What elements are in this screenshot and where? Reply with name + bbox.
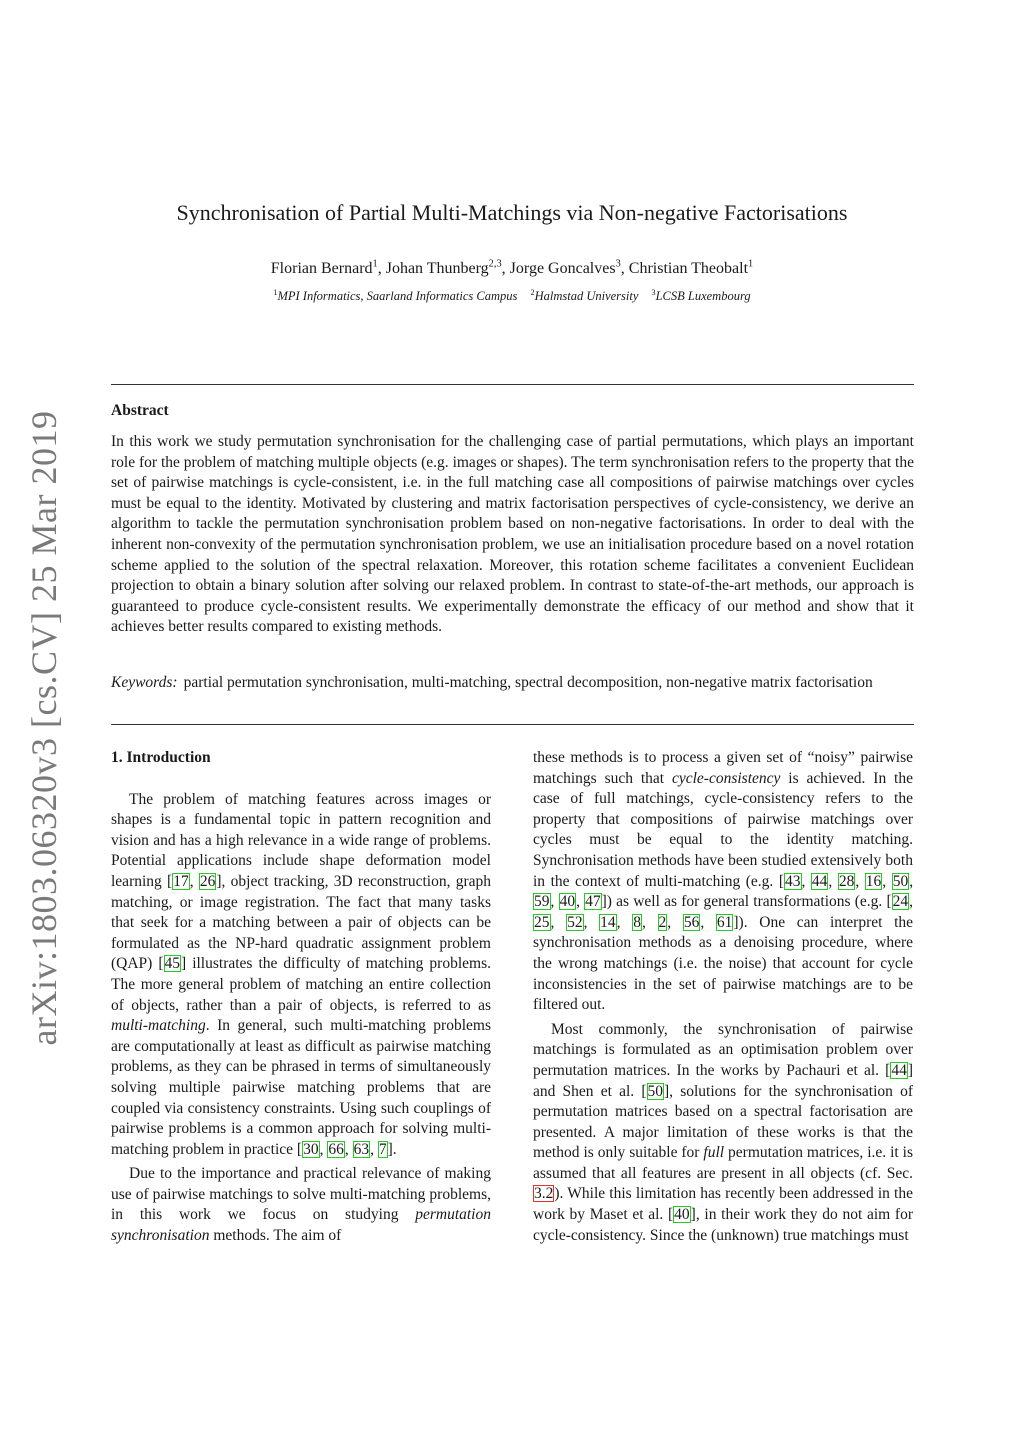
right-column [533,748,913,1246]
citation-link[interactable]: 28 [838,872,855,890]
author-affiliation-mark: 2,3 [488,258,502,270]
citation-link[interactable]: 14 [600,913,616,931]
affiliation-name: LCSB Luxembourg [655,289,751,303]
section-reference-link[interactable]: 3.2 [534,1185,554,1203]
citation-link[interactable]: 30 [303,1140,319,1158]
paper-title: Synchronisation of Partial Multi-Matchings via Non-negative Factorisations [176,200,848,225]
citation-link[interactable]: 50 [647,1082,663,1100]
author-name: Christian Theobalt [628,260,749,277]
abstract-heading: Abstract [111,402,169,419]
citation-link[interactable]: 16 [865,872,882,890]
author-name: Johan Thunberg [385,260,489,277]
keywords-label: Keywords: [111,674,178,691]
citation-link[interactable]: 8 [633,913,641,931]
affiliation-list [0,289,1024,304]
citation-link[interactable]: 50 [892,872,909,890]
abstract-bottom-rule [111,724,914,725]
citation-link[interactable]: 63 [353,1140,370,1158]
citation-link[interactable]: 44 [811,872,828,890]
abstract-top-rule [111,384,914,385]
author-affiliation-mark: 1 [748,258,754,270]
affiliation-name: MPI Informatics, Saarland Informatics Campus [277,289,518,303]
author-affiliation-mark: 1 [372,258,378,270]
intro-paragraph: The problem of matching features across images or shapes is a fundamental topic in pattern recognition and vision and has a high relevance in a wide range of problems. Potential applications include shape deformation model learning [17, 26], object tracking, 3D reconstruction, graph matching, or image registration. The fact that many tasks that seek for a matching between a pair of objects can be formulated as the NP-hard quadratic assignment problem (QAP) [45] illustrates the difficulty of matching problems. The more general problem of matching an entire collection of objects, rather than a pair of objects, is referred to as multi-matching. In general, such multi-matching problems are computationally at least as difficult as pairwise matching problems, as they can be phrased in terms of simultaneously solving multiple pairwise matching problems that are coupled via consistency constraints. Using such couplings of pairwise problems is a common approach for solving multi-matching problem in practice [30, 66, 63, 7]. [111,790,492,1158]
citation-link[interactable]: 61 [716,913,733,931]
author-name: Florian Bernard [270,260,373,277]
abstract-text: In this work we study permutation synchronisation for the challenging case of partial permutations, which plays an important role for the problem of matching multiple objects (e.g. images or shapes). The term synchronisation refers to the property that the set of pairwise matchings is cycle-consistent, i.e. in the full matching case all compositions of pairwise matchings over cycles must be equal to the identity. Motivated by clustering and matrix factorisation perspectives of cycle-consistency, we derive an algorithm to tackle the permutation synchronisation problem based on non-negative factorisations. In order to deal with the inherent non-convexity of the permutation synchronisation problem, we use an initialisation procedure based on a novel rotation scheme applied to the solution of the spectral relaxation. Moreover, this rotation scheme facilitates a convenient Euclidean projection to obtain a binary solution after solving our relaxed problem. In contrast to state-of-the-art methods, our approach is guaranteed to produce cycle-consistent results. We experimentally demonstrate the efficacy of our method and show that it achieves better results compared to existing methods. [111,433,914,636]
citation-link[interactable]: 66 [328,1140,344,1158]
citation-link[interactable]: 45 [164,955,181,973]
citation-link[interactable]: 43 [785,872,801,890]
keywords-text: partial permutation synchronisation, multi-matching, spectral decomposition, non-negative matrix factorisation [183,674,873,691]
citation-link[interactable]: 2 [658,913,667,931]
citation-link[interactable]: 40 [674,1206,690,1224]
intro-paragraph: Most commonly, the synchronisation of pairwise matchings is formulated as an optimisation problem over permutation matrices. In the works by Pachauri et al. [44] and Shen et al. [50], solutions for the synchronisation of permutation matrices based on a spectral factorisation are presented. A major limitation of these works is that the method is only suitable for full permutation matrices, i.e. it is assumed that all features are present in all objects (cf. Sec. 3.2). While this limitation has recently been addressed in the work by Maset et al. [40], in their work they do not aim for cycle-consistency. Since the (unknown) true matchings must [533,1020,913,1244]
section-heading: 1. Introduction [111,749,211,766]
arxiv-identifier: arXiv:1803.06320v3 [cs.CV] 25 Mar 2019 [24,410,64,1046]
author-name: Jorge Goncalves [509,260,616,277]
citation-link[interactable]: 24 [892,893,909,911]
keywords [111,673,914,694]
citation-link[interactable]: 47 [585,893,601,911]
intro-paragraph: these methods is to process a given set of “noisy” pairwise matchings such that cycle-consistency is achieved. In the case of full matchings, cycle-consistency refers to the property that compositions of pairwise matchings over cycles must be equal to the identity matching. Synchronisation methods have been studied extensively both in the context of multi-matching (e.g. [43, 44, 28, 16, 50, 59, 40, 47]) as well as for general transformations (e.g. [24, 25, 52, 14, 8, 2, 56, 61]). One can interpret the synchronisation methods as a denoising procedure, where the wrong matchings (i.e. the noise) that account for cycle inconsistencies in the set of pairwise matchings are to be filtered out. [533,749,914,1014]
citation-link[interactable]: 52 [567,913,583,931]
citation-link[interactable]: 40 [559,893,576,911]
author-affiliation-mark: 3 [615,258,621,270]
citation-link[interactable]: 25 [534,913,550,931]
citation-link[interactable]: 56 [683,913,700,931]
citation-link[interactable]: 17 [173,872,189,890]
citation-link[interactable]: 44 [891,1061,907,1079]
affiliation-mark: 1 [273,287,278,297]
left-column [111,748,491,1247]
citation-link[interactable]: 26 [199,872,216,890]
citation-link[interactable]: 7 [378,1140,387,1158]
affiliation-name: Halmstad University [534,289,639,303]
citation-link[interactable]: 59 [534,893,550,911]
author-list: Florian Bernard$^1$, Johan Thunberg$^{2,3}$, Jorge Goncalves$^3$, Christian Theobalt$^1$ [270,258,754,277]
affiliation-mark: 2 [530,287,535,297]
affiliation-mark: 3 [651,287,656,297]
intro-paragraph: Due to the importance and practical relevance of making use of pairwise matchings to solve multi-matching problems, in this work we focus on studying permutation synchronisation methods. The aim of [111,1165,491,1245]
